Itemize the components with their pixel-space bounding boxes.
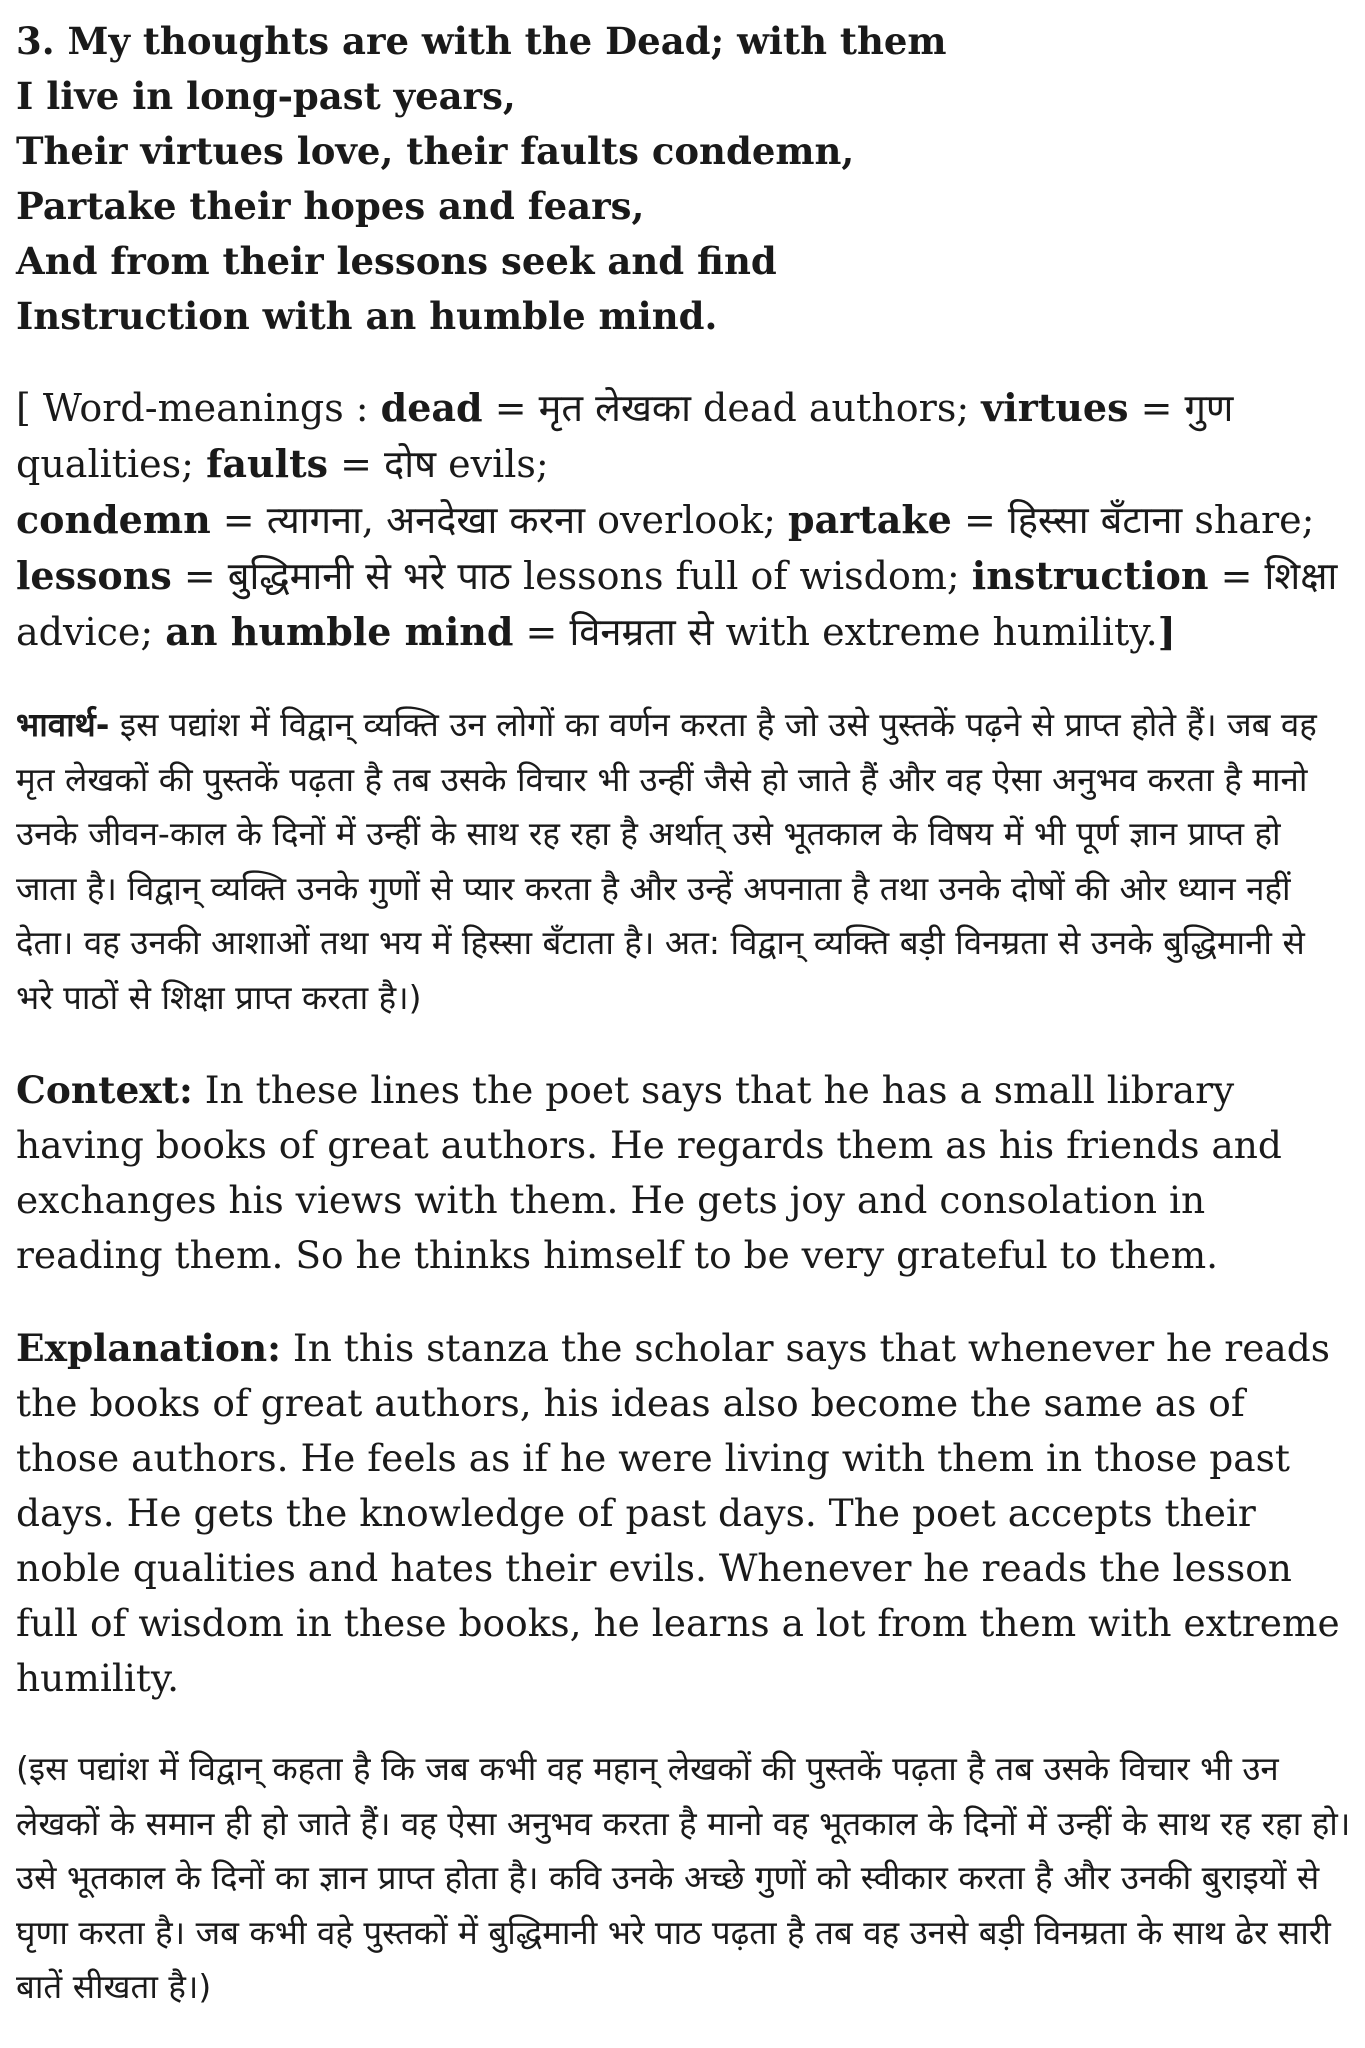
bhavarth-paragraph [16,698,1351,1025]
term-condemn: condemn [16,497,211,542]
meaning-dead: = मृत लेखका dead authors; [482,386,982,430]
bhavarth-text: इस पद्यांश में विद्वान् व्यक्ति उन लोगों का वर्णन करता है जो उसे पुस्तकें पढ़ने से प्राप्त होते हैं। जब वह मृत लेखकों की पुस्तकें पढ़ता है तब उसके विचार भी उन्हीं जैसे हो जाते हैं और वह ऐसा अनुभव करता है मानो उनके जीवन-काल के दिनों में उन्हीं के साथ रह रहा है अर्थात् उसे भूतकाल के विषय में भी पूर्ण ज्ञान प्राप्त हो जाता है। विद्वान् व्यक्ति उनके गुणों से प्यार करता है और उन्हें अपनाता है तथा उनके दोषों की ओर ध्यान नहीं देता। वह उनकी आशाओं तथा भय में हिस्सा बँटाता है। अत: विद्वान् व्यक्ति बड़ी विनम्रता से उनके बुद्धिमानी से भरे पाठों से शिक्षा प्राप्त करता है।) [16,705,1317,1017]
word-meanings-close: ] [1157,609,1176,654]
stanza-line: And from their lessons seek and find [16,239,777,283]
term-humble-mind: an humble mind [165,609,514,654]
context-label: Context: [16,1068,193,1112]
context-paragraph [16,1063,1351,1283]
poem-stanza [16,14,1351,344]
document-page [16,14,1351,2015]
stanza-line: Partake their hopes and fears, [16,184,645,228]
meaning-instruction: = शिक्षा advice; [16,554,1338,654]
word-meanings [16,380,1351,660]
word-meanings-open: [ Word-meanings : [16,386,381,430]
meaning-virtues: = गुण qualities; [16,386,1234,486]
explanation-text: In this stanza the scholar says that whenever he reads the books of great authors, his ideas also become the same as of those authors. He feels as if he were living with them in those past days. He gets the knowledge of past days. The poet accepts their noble qualities and hates their evils. Whenever he reads the lesson full of wisdom in these books, he learns a lot from them with extreme humility. [16,1326,1340,1700]
term-dead: dead [380,385,483,430]
explanation-label: Explanation: [16,1326,281,1370]
meaning-condemn: = त्यागना, अनदेखा करना overlook; [210,498,788,542]
term-partake: partake [787,497,952,542]
bhavarth-label: भावार्थ- [16,705,110,744]
context-text: In these lines the poet says that he has a small library having books of great authors. He regards them as his friends and exchanges his views with them. He gets joy and consolation in reading them. So he thinks himself to be very grateful to them. [16,1068,1282,1277]
meaning-humble-mind: = विनम्रता से with extreme humility. [513,610,1158,654]
meaning-lessons: = बुद्धिमानी से भरे पाठ lessons full of wisdom; [171,554,972,598]
hindi-explanation-text: (इस पद्यांश में विद्वान् कहता है कि जब कभी वह महान् लेखकों की पुस्तकें पढ़ता है तब उसके विचार भी उन लेखकों के समान ही हो जाते हैं। वह ऐसा अनुभव करता है मानो वह भूतकाल के दिनों में उन्हीं के साथ रह रहा हो। उसे भूतकाल के दिनों का ज्ञान प्राप्त होता है। कवि उनके अच्छे गुणों को स्वीकार करता है और उनकी बुराइयों से घृणा करता है। जब कभी वहे पुस्तकों में बुद्धिमानी भरे पाठ पढ़ता है तब वह उनसे बड़ी विनम्रता के साथ ढेर सारी बातें सीखता है।) [16,1749,1351,2006]
hindi-explanation-paragraph [16,1742,1351,2015]
meaning-partake: = हिस्सा बँटाना share; [951,498,1315,542]
stanza-line: I live in long-past years, [16,74,516,118]
meaning-faults: = दोष evils; [328,442,549,486]
stanza-line: Instruction with an humble mind. [16,294,718,338]
term-lessons: lessons [16,553,172,598]
stanza-line: Their virtues love, their faults condemn, [16,129,855,173]
term-faults: faults [206,441,329,486]
stanza-line: 3. My thoughts are with the Dead; with them [16,19,947,63]
explanation-paragraph [16,1321,1351,1706]
term-virtues: virtues [981,385,1129,430]
term-instruction: instruction [971,553,1209,598]
